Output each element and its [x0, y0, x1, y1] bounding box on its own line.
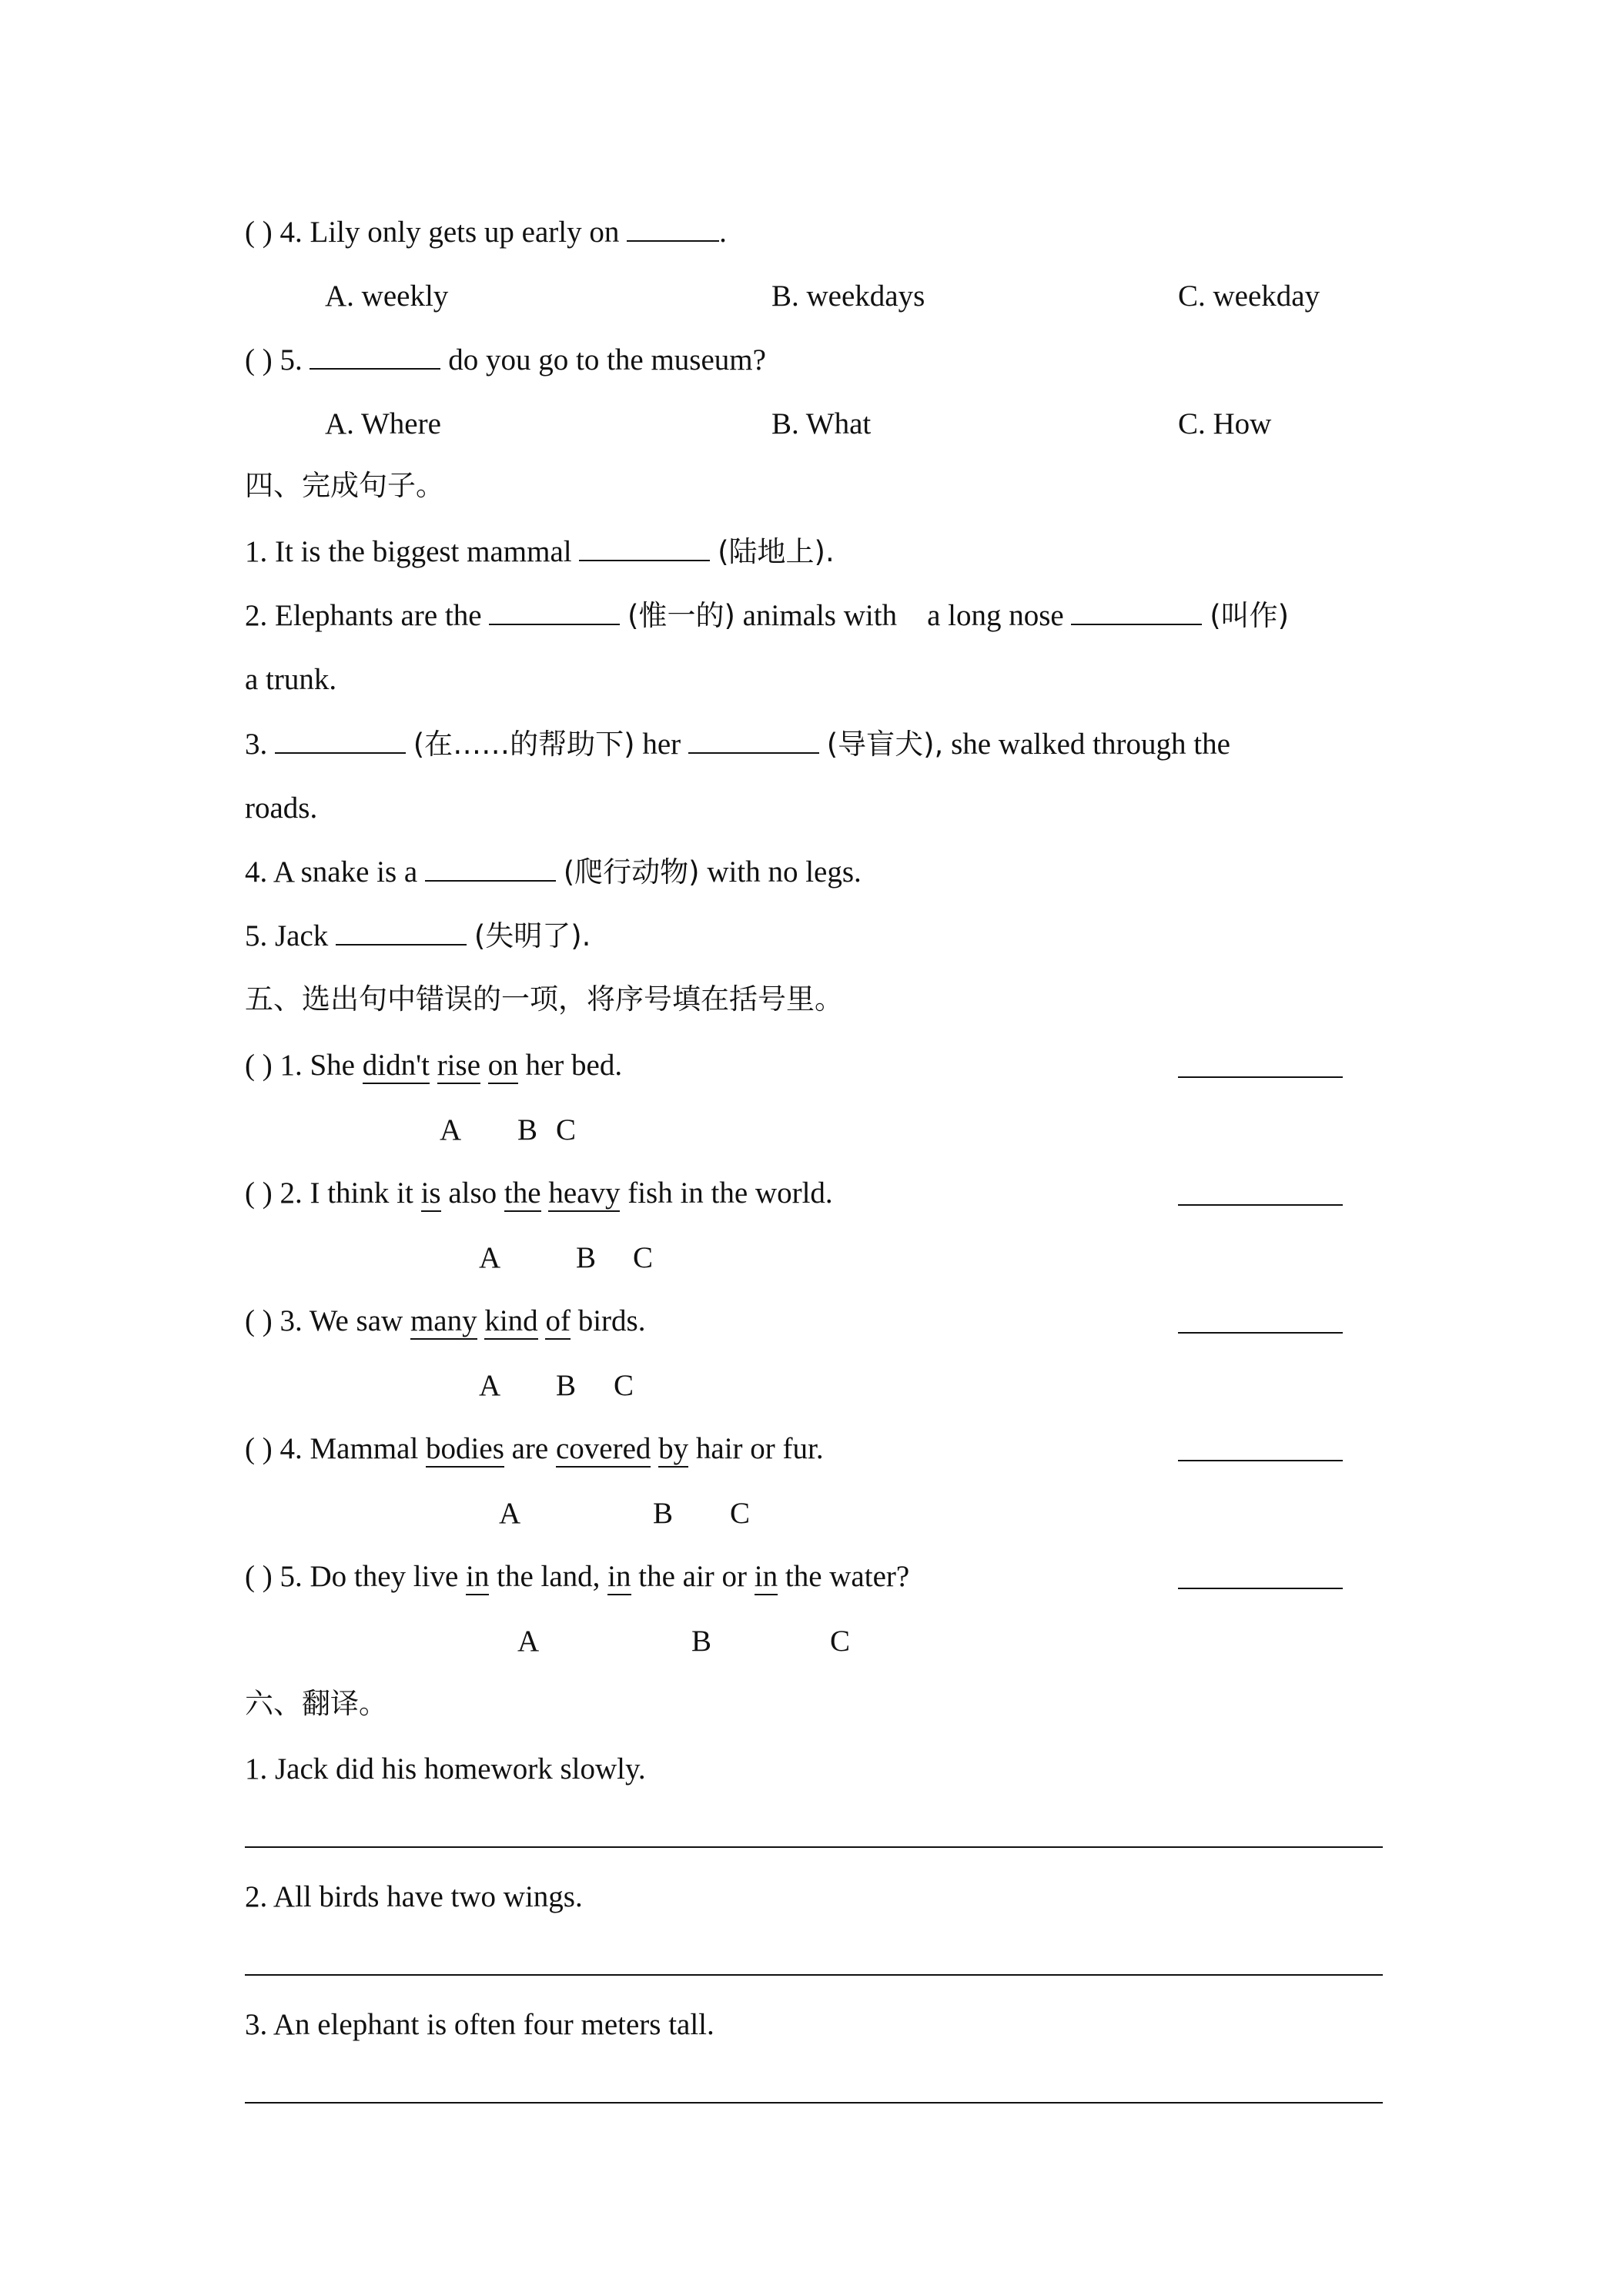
answer-line[interactable]: [245, 2102, 1383, 2104]
letter-a: A: [499, 1497, 521, 1530]
translate-item-2: 2. All birds have two wings.: [245, 1880, 583, 1913]
fill-blank[interactable]: [336, 921, 467, 946]
correction-line[interactable]: [1178, 1076, 1343, 1078]
fill-blank[interactable]: [627, 217, 719, 242]
letter-a: A: [517, 1625, 540, 1658]
mc-question-5: ( ) 5. do you go to the museum?: [245, 343, 766, 377]
underlined-c: by: [658, 1432, 688, 1468]
fill-blank[interactable]: [425, 857, 556, 882]
underlined-b: covered: [556, 1432, 651, 1468]
fill-blank[interactable]: [310, 345, 440, 370]
mc-question-4: ( ) 4. Lily only gets up early on .: [245, 216, 727, 249]
answer-paren[interactable]: ( ) 4.: [245, 1432, 303, 1465]
option-b: B. weekdays: [771, 279, 925, 313]
letter-c: C: [614, 1369, 634, 1402]
fill-blank[interactable]: [688, 729, 819, 754]
underlined-a: is: [421, 1176, 441, 1212]
underlined-b: rise: [437, 1049, 480, 1084]
answer-paren[interactable]: ( ) 2.: [245, 1176, 303, 1210]
translate-item-1: 1. Jack did his homework slowly.: [245, 1752, 646, 1786]
fill-blank[interactable]: [275, 729, 406, 754]
letter-a: A: [440, 1113, 462, 1146]
letter-c: C: [633, 1241, 654, 1274]
error-question-1: ( ) 1. She didn't rise on her bed.: [245, 1050, 622, 1080]
letter-c: C: [556, 1113, 577, 1146]
option-c: C. How: [1178, 407, 1272, 440]
underlined-a: in: [466, 1560, 489, 1595]
underlined-b: kind: [484, 1304, 537, 1340]
sentence-4: 4. A snake is a (爬行动物) with no legs.: [245, 855, 862, 889]
correction-line[interactable]: [1178, 1204, 1343, 1206]
option-a: A. weekly: [325, 279, 449, 313]
answer-paren[interactable]: ( ) 5.: [245, 1560, 303, 1593]
error-question-3: ( ) 3. We saw many kind of birds.: [245, 1306, 645, 1336]
letter-b: B: [691, 1625, 712, 1658]
letter-b: B: [576, 1241, 597, 1274]
translate-item-3: 3. An elephant is often four meters tall.: [245, 2008, 714, 2041]
sentence-3-cont: roads.: [245, 792, 318, 825]
answer-paren[interactable]: ( ) 4.: [245, 216, 303, 249]
letter-c: C: [730, 1497, 751, 1530]
section-4-heading: 四、完成句子。: [245, 469, 444, 502]
underlined-b: in: [607, 1560, 631, 1595]
answer-paren[interactable]: ( ) 3.: [245, 1304, 303, 1337]
sentence-1: 1. It is the biggest mammal (陆地上).: [245, 535, 835, 568]
section-6-heading: 六、翻译。: [245, 1687, 387, 1720]
correction-line[interactable]: [1178, 1588, 1343, 1589]
error-question-2: ( ) 2. I think it is also the heavy fish in the world.: [245, 1178, 833, 1208]
answer-paren[interactable]: ( ) 1.: [245, 1049, 303, 1082]
error-question-5: ( ) 5. Do they live in the land, in the air or in the water?: [245, 1561, 909, 1591]
sentence-2-cont: a trunk.: [245, 663, 337, 696]
letter-c: C: [830, 1625, 851, 1658]
sentence-2: 2. Elephants are the (惟一的) animals with a long nose (叫作): [245, 599, 1290, 632]
underlined-a: bodies: [426, 1432, 504, 1468]
fill-blank[interactable]: [579, 537, 710, 561]
letter-b: B: [517, 1113, 538, 1146]
underlined-a: many: [410, 1304, 477, 1340]
correction-line[interactable]: [1178, 1460, 1343, 1461]
underlined-b: the: [504, 1176, 541, 1212]
letter-b: B: [653, 1497, 674, 1530]
correction-line[interactable]: [1178, 1332, 1343, 1334]
answer-line[interactable]: [245, 1974, 1383, 1976]
letter-a: A: [479, 1369, 501, 1402]
fill-blank[interactable]: [489, 601, 620, 625]
underlined-a: didn't: [363, 1049, 430, 1084]
underlined-c: of: [545, 1304, 571, 1340]
error-question-4: ( ) 4. Mammal bodies are covered by hair or fur.: [245, 1434, 824, 1464]
underlined-c: in: [755, 1560, 778, 1595]
option-b: B. What: [771, 407, 872, 440]
letter-a: A: [479, 1241, 501, 1274]
underlined-c: heavy: [548, 1176, 620, 1212]
option-a: A. Where: [325, 407, 441, 440]
underlined-c: on: [488, 1049, 518, 1084]
sentence-3: 3. (在……的帮助下) her (导盲犬), she walked through the: [245, 728, 1230, 761]
answer-paren[interactable]: ( ) 5.: [245, 343, 303, 377]
fill-blank[interactable]: [1071, 601, 1202, 625]
letter-b: B: [556, 1369, 577, 1402]
option-c: C. weekday: [1178, 279, 1320, 313]
sentence-5: 5. Jack (失明了).: [245, 919, 591, 952]
answer-line[interactable]: [245, 1846, 1383, 1848]
section-5-heading: 五、选出句中错误的一项，将序号填在括号里。: [245, 982, 843, 1016]
